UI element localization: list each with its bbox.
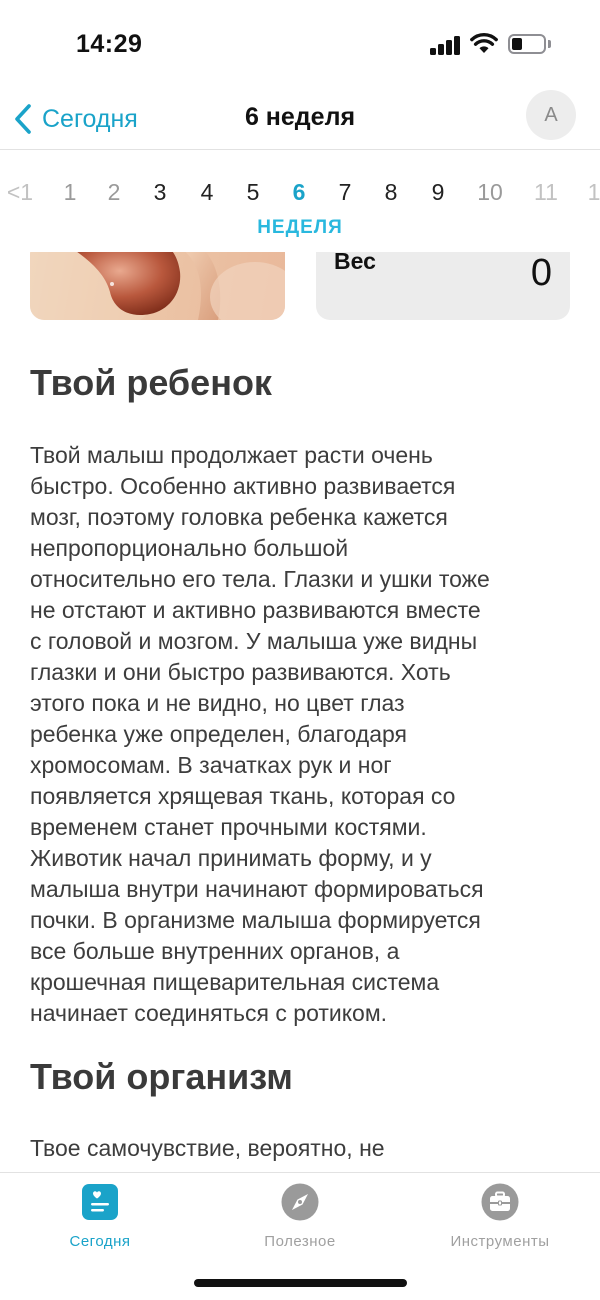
tab-tools[interactable] [400,1183,600,1250]
weight-card[interactable] [316,248,570,320]
week-item-5[interactable]: 5 [246,179,260,205]
text-line: появляется хрящевая ткань, которая со [30,783,456,809]
section-title-body: Твой организм [30,1056,293,1097]
status-time: 14:29 [76,30,143,58]
weight-value: 0 [530,252,552,294]
tab-label: Инструменты [450,1233,550,1250]
week-item-12-partial[interactable]: 1 [587,179,600,205]
text-line: крошечная пищеварительная система [30,969,440,995]
avatar[interactable]: A [526,90,576,140]
tab-today[interactable] [0,1183,200,1250]
text-line: глазки и они быстро развиваются. Хоть [30,659,451,685]
week-item-4[interactable]: 4 [200,179,214,205]
text-line: этого пока и не видно, но цвет глаз [30,690,405,716]
section-title-baby: Твой ребенок [30,362,272,403]
today-heart-icon [81,1183,119,1221]
weight-label: Вес [334,248,376,274]
navigation-bar [0,90,600,150]
week-item-7[interactable]: 7 [338,179,352,205]
embryo-illustration [30,252,285,320]
text-line: относительно его тела. Глазки и ушки тоже [30,566,490,592]
baby-illustration [30,252,285,320]
battery-icon [508,34,546,54]
text-line: непропорционально большой [30,535,349,561]
week-item-8[interactable]: 8 [384,179,398,205]
text-line: ребенка уже определен, благодаря [30,721,407,747]
week-label: НЕДЕЛЯ [257,217,343,238]
week-item-prev[interactable]: <1 [6,179,34,205]
text-line: начинает соединяться с ротиком. [30,1000,388,1026]
week-item-3[interactable]: 3 [153,179,167,205]
week-selector [0,165,600,240]
section-text-body [30,1133,575,1164]
text-line: с головой и мозгом. У малыша уже видны [30,628,478,654]
compass-icon [281,1183,319,1221]
text-line: мозг, поэтому головка ребенка кажется [30,504,448,530]
week-item-10[interactable]: 10 [477,179,503,205]
tab-useful[interactable] [200,1183,400,1250]
week-item-1[interactable]: 1 [63,179,77,205]
home-indicator [194,1279,407,1287]
text-line: Животик начал принимать форму, и у [30,845,432,871]
week-item-11[interactable]: 11 [534,179,558,205]
text-line: малыша внутри начинают формироваться [30,876,484,902]
text-line: все больше внутренних органов, а [30,938,400,964]
text-line: Твое самочувствие, вероятно, не [30,1135,385,1161]
battery-cap [548,40,551,48]
status-bar [0,0,600,90]
tab-label: Сегодня [69,1233,131,1250]
text-line: не отстают и активно развиваются вместе [30,597,481,623]
week-item-9[interactable]: 9 [431,179,445,205]
page-title: 6 неделя [244,103,356,131]
tab-label: Полезное [264,1233,336,1250]
text-line: временем станет прочными костями. [30,814,427,840]
cellular-signal-icon [430,35,462,55]
text-line: быстро. Особенно активно развивается [30,473,456,499]
back-button-label: Сегодня [42,104,138,133]
week-item-2[interactable]: 2 [107,179,121,205]
wifi-icon [470,32,498,54]
briefcase-icon [481,1183,519,1221]
week-item-6[interactable]: 6 [292,179,306,205]
section-text-baby [30,440,575,1029]
text-line: Твой малыш продолжает расти очень [30,442,433,468]
text-line: почки. В организме малыша формируется [30,907,481,933]
text-line: хромосомам. В зачатках рук и ног [30,752,392,778]
